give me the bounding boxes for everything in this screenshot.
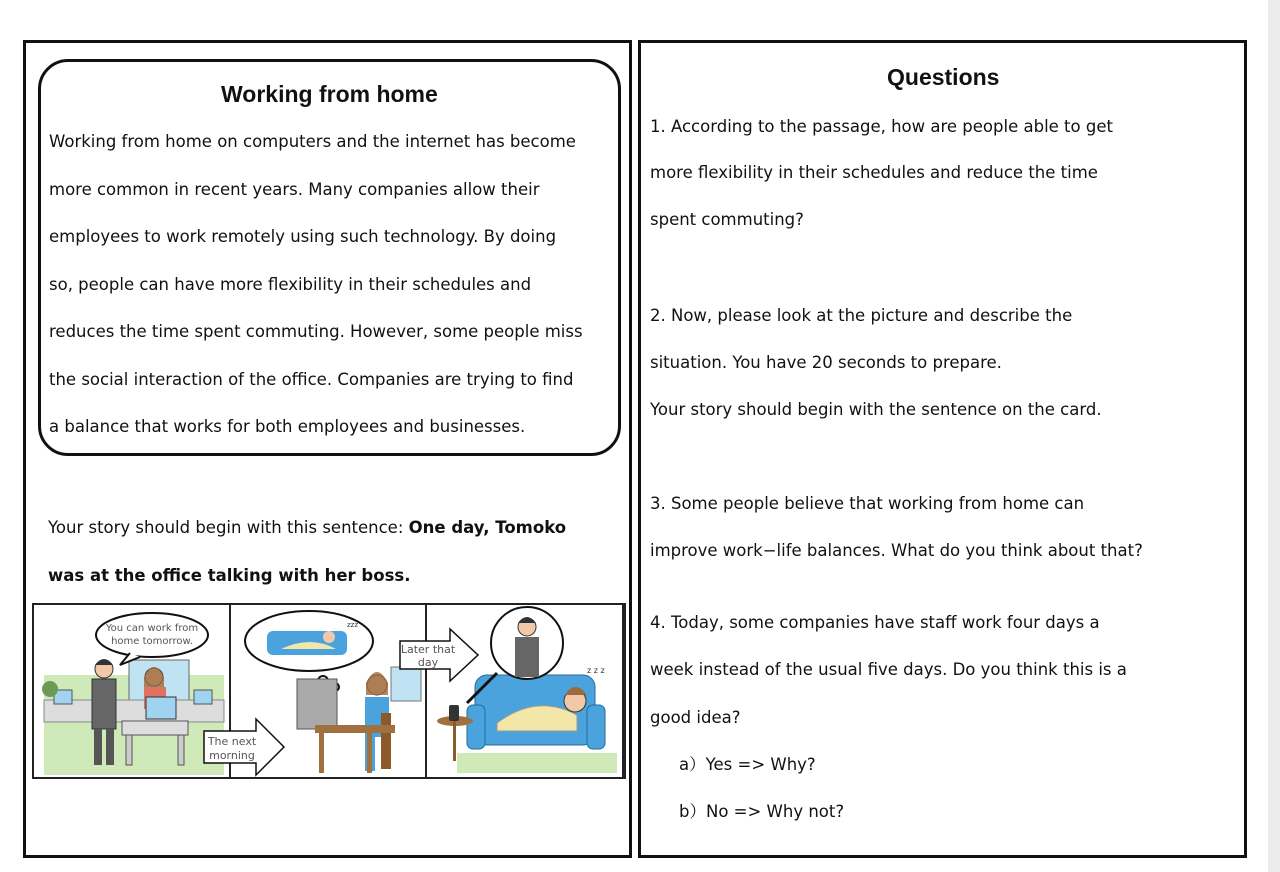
story-instruction [48,518,566,538]
question-1-line: 1. According to the passage, how are people able to get [650,117,1113,136]
page-edge [1268,0,1280,872]
question-3-line: improve work−life balances. What do you think about that? [650,541,1143,560]
question-2-line: Your story should begin with the sentence on the card. [650,400,1102,419]
story-sentence-end: was at the office talking with her boss. [48,566,411,585]
question-4-line: week instead of the usual five days. Do you think this is a [650,660,1127,679]
answer-option-a: a）Yes => Why? [679,755,816,774]
passage-line: so, people can have more flexibility in their schedules and [49,275,532,294]
passage-box [38,59,621,456]
comic-strip [32,603,626,779]
questions-panel [638,40,1247,858]
answer-option-b: b）No => Why not? [679,802,845,821]
question-3-line: 3. Some people believe that working from home can [650,494,1085,513]
question-2-line: situation. You have 20 seconds to prepare. [650,353,1002,372]
passage-line: employees to work remotely using such technology. By doing [49,227,557,246]
svg-text:zzz: zzz [346,621,358,629]
passage-panel [23,40,632,858]
speech-line-1: You can work from [105,623,199,634]
passage-line: Working from home on computers and the internet has become [49,132,576,151]
passage-title: Working from home [221,81,438,107]
arrow-later-that-day [398,627,482,685]
question-4-line: 4. Today, some companies have staff work four days a [650,613,1100,632]
passage-line: the social interaction of the office. Companies are trying to find [49,370,574,389]
story-sentence-start: One day, Tomoko [408,518,567,537]
question-2-line: 2. Now, please look at the picture and describe the [650,306,1073,325]
speech-line-2: home tomorrow. [111,636,193,647]
passage-line: a balance that works for both employees and businesses. [49,417,526,436]
arrow-next-morning-line1: The next [207,735,257,748]
story-prompt: Your story should begin with this sentence: [48,518,409,537]
passage-line: reduces the time spent commuting. However, some people miss [49,322,583,341]
questions-title: Questions [887,64,1000,90]
question-1-line: more flexibility in their schedules and reduce the time [650,163,1098,182]
question-4-line: good idea? [650,708,741,727]
arrow-later-that-day-line1: Later that [400,643,456,656]
arrow-next-morning-line2: morning [209,749,255,762]
arrow-later-that-day-line2: day [417,656,439,669]
question-1-line: spent commuting? [650,210,804,229]
passage-line: more common in recent years. Many companies allow their [49,180,540,199]
zzz-text: z z z [587,666,606,675]
arrow-next-morning [202,717,286,777]
